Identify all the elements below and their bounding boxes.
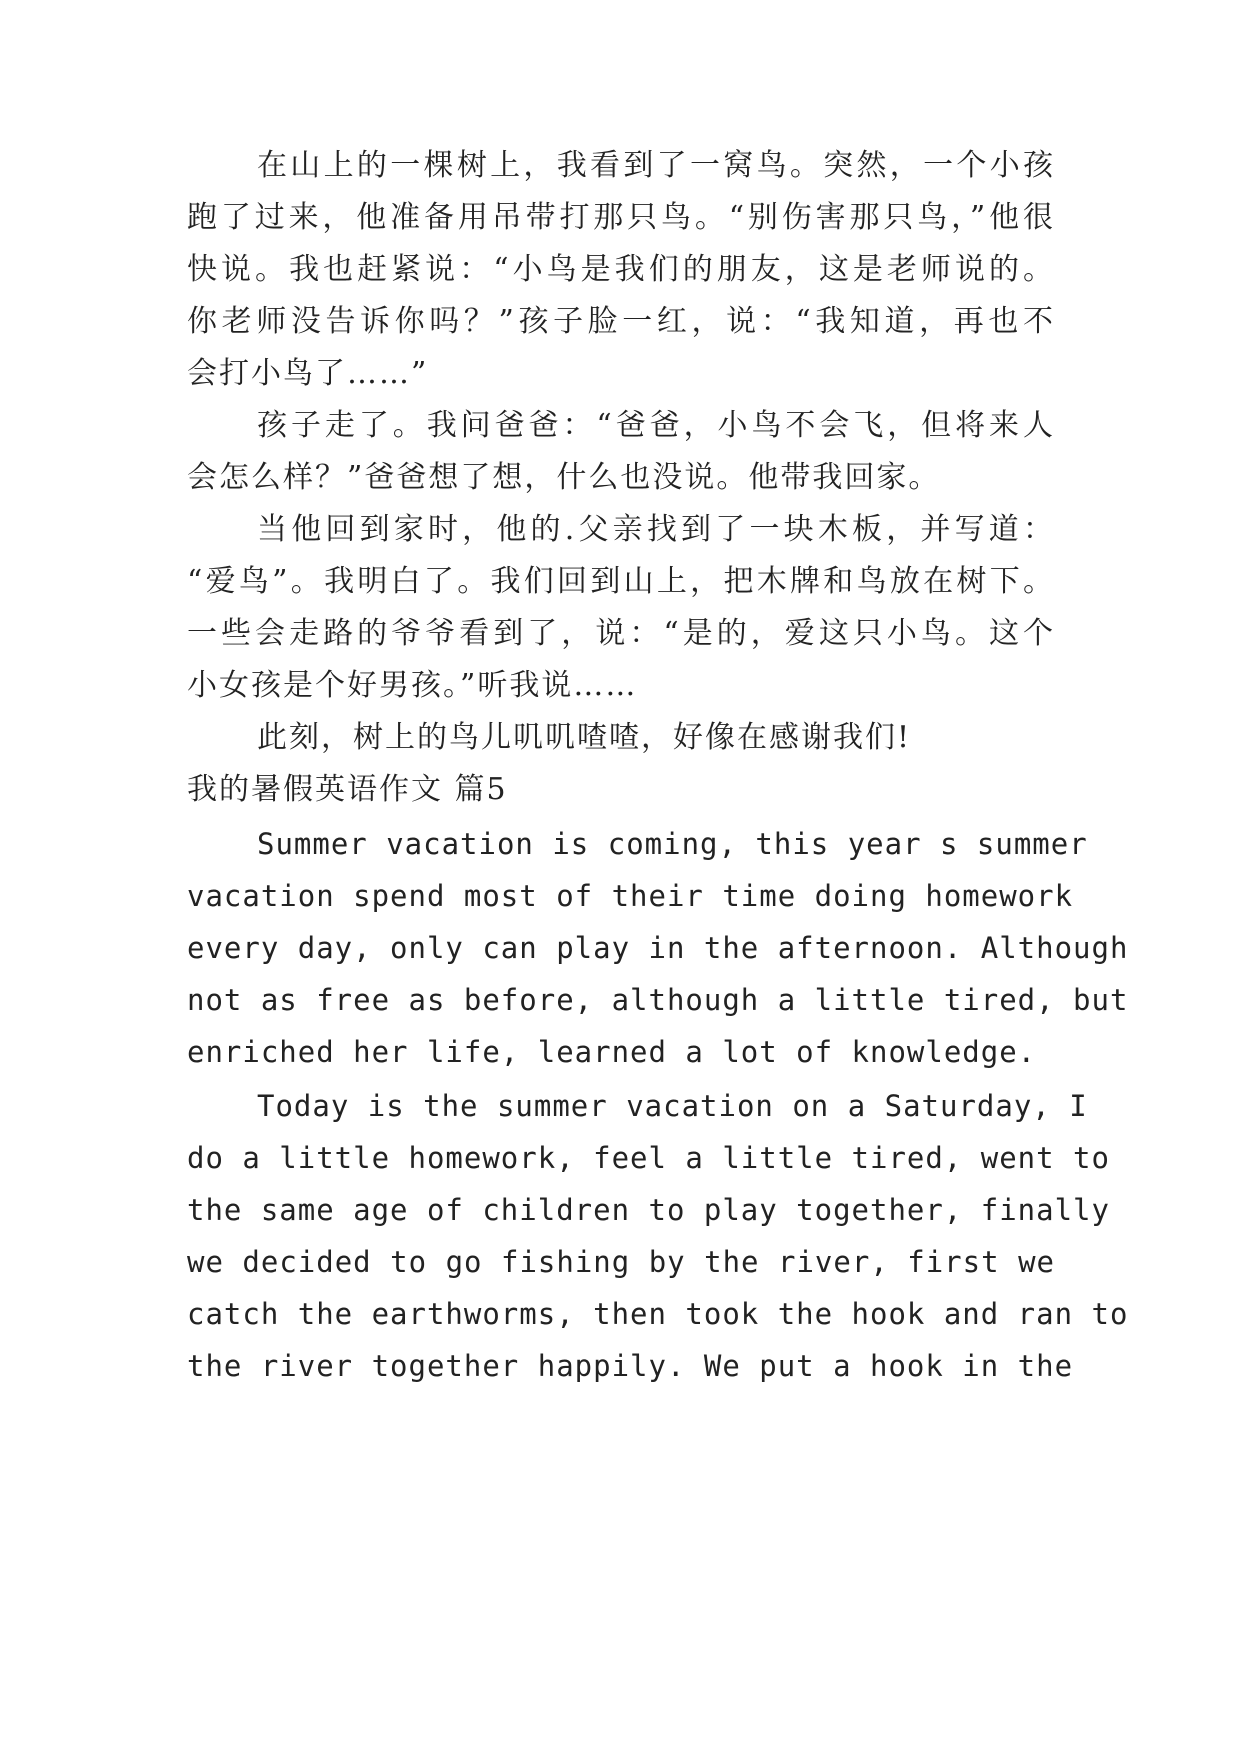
text-line: 会怎么样？”爸爸想了想，什么也没说。他带我回家。: [187, 460, 941, 495]
text-line: 此刻，树上的鸟儿叽叽喳喳，好像在感谢我们!: [257, 720, 912, 755]
section-heading: 我的暑假英语作文 篇5: [187, 772, 508, 807]
text-line: 会打小鸟了……”: [187, 356, 429, 391]
text-line: vacation spend most of their time doing homework: [187, 879, 1074, 913]
text-line: 小女孩是个好男孩。”听我说……: [187, 668, 638, 703]
text-line: 孩子走了。我问爸爸：“爸爸，小鸟不会飞，但将来人: [257, 408, 1055, 443]
text-line: 跑了过来，他准备用吊带打那只鸟。“别伤害那只鸟，”他很: [187, 200, 1055, 235]
text-line: every day, only can play in the afternoon. Although: [187, 931, 1129, 965]
text-line: 一些会走路的爷爷看到了，说：“是的，爱这只小鸟。这个: [187, 616, 1055, 651]
text-line: Summer vacation is coming, this year s summer: [257, 827, 1088, 861]
text-line: 当他回到家时，他的.父亲找到了一块木板，并写道：: [257, 512, 1055, 547]
text-line: “爱鸟”。我明白了。我们回到山上，把木牌和鸟放在树下。: [187, 564, 1055, 599]
text-line: 你老师没告诉你吗？”孩子脸一红，说：“我知道，再也不: [187, 304, 1055, 339]
text-line: enriched her life, learned a lot of knowledge.: [187, 1035, 1037, 1069]
text-line: catch the earthworms, then took the hook and ran to: [187, 1297, 1129, 1331]
text-line: the same age of children to play together, finally: [187, 1193, 1110, 1227]
text-line: we decided to go fishing by the river, first we: [187, 1245, 1055, 1279]
text-line: the river together happily. We put a hook in the: [187, 1349, 1074, 1383]
text-line: 快说。我也赶紧说：“小鸟是我们的朋友，这是老师说的。: [187, 252, 1055, 287]
text-line: not as free as before, although a little tired, but: [187, 983, 1129, 1017]
text-line: do a little homework, feel a little tired, went to: [187, 1141, 1110, 1175]
text-line: Today is the summer vacation on a Saturday, I: [257, 1089, 1088, 1123]
text-line: 在山上的一棵树上，我看到了一窝鸟。突然，一个小孩: [257, 148, 1055, 183]
